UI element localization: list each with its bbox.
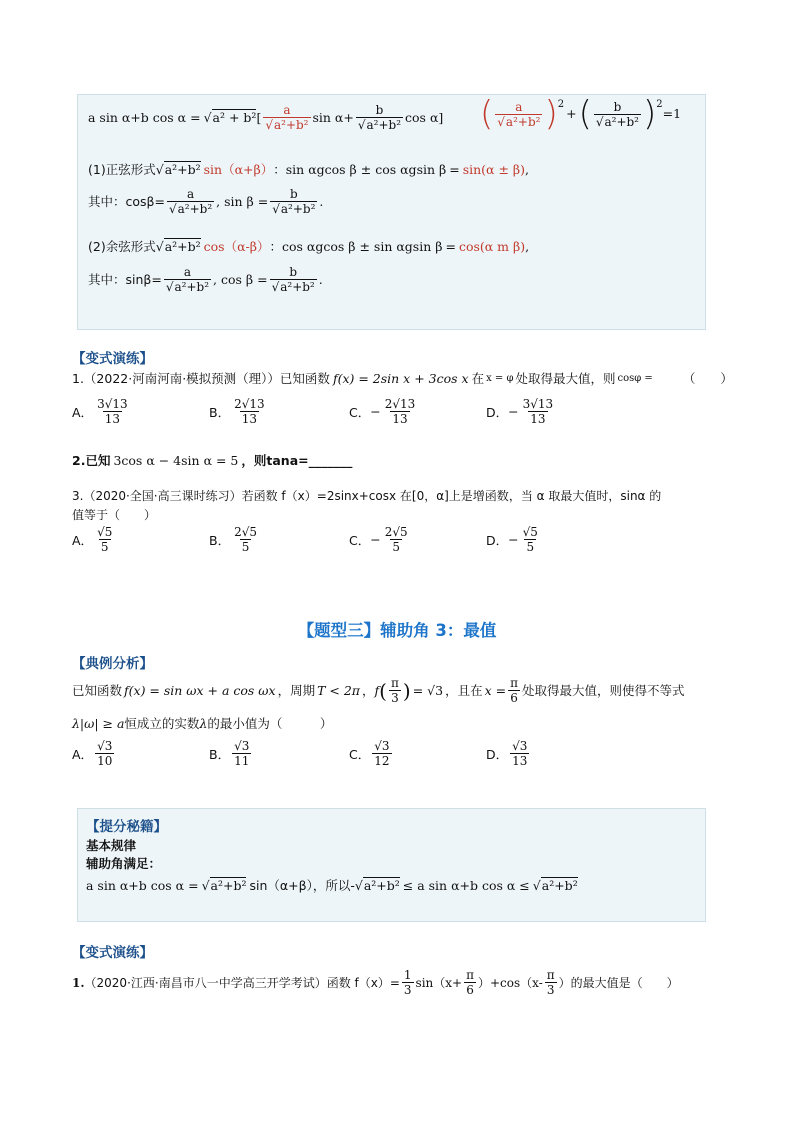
tips-sqrt-2: a²+b²: [363, 878, 400, 893]
colon: ：: [273, 161, 286, 177]
frac-num: √3: [234, 739, 250, 753]
cosine-form-sqrt: a²+b²: [164, 239, 201, 254]
frac-den: 10: [97, 754, 113, 768]
cosine-result: cos(α m β): [458, 238, 526, 254]
frac-num: π: [510, 676, 518, 690]
aux-angle-formula: a sin α+b cos α = √ a² + b² [ $\frac{a}{\text{√a²+b²}}$ sin α+ $\frac{b}{\text{√a²+b²}}$ cos α]: [88, 103, 444, 132]
frac-sq-a: $\frac{a}{\text{√a²+b²}}$: [497, 99, 541, 129]
frac-den: 3: [546, 983, 555, 997]
example-question-line-2: [72, 716, 332, 732]
frac-den: a²+b²: [177, 202, 213, 216]
where-cos-beta: 其中：cosβ=: [88, 193, 165, 209]
equals-one: =1: [662, 106, 682, 121]
q2-prefix: 2.已知: [72, 453, 111, 468]
ex-root3: = √3: [412, 682, 444, 698]
question-4: [72, 968, 679, 997]
option-sign: −: [370, 404, 381, 419]
frac-den: 13: [241, 412, 257, 426]
ex-text-3: ，: [362, 682, 375, 698]
example-question-line-1: 已知函数 f(x) = sin ωx + a cos ωx ，周期 T < 2π ， f ( $\frac{\pi}{3}$ ) = √3 ，且在 x = $\frac{\pi}{6}$ 处取得最大值，则使得不等式: [72, 676, 685, 705]
ex-text-5: 处取得最大值，则使得不等式: [521, 682, 685, 698]
tips-sqrt-3: a²+b²: [541, 878, 578, 893]
cosine-form-line: (2)余弦形式 √ a²+b² cos（α-β） ： cos αgcos β ± sin αgsin β = cos(α m β) ,: [88, 238, 530, 254]
formula-tail: cos α]: [405, 109, 444, 125]
square-1: 2: [557, 99, 565, 110]
period: .: [318, 271, 323, 287]
ex-period: T < 2π: [317, 682, 361, 698]
q4-pi-6: [464, 968, 476, 997]
sine-form-line: (1)正弦形式 √ a²+b² sin（α+β） ： sin αgcos β ± cos αgsin β = sin(α ± β) ,: [88, 161, 530, 177]
frac-num: 2√5: [234, 525, 257, 539]
frac-sin-beta: $\frac{a}{\text{√a²+b²}}$: [165, 265, 210, 294]
section-title: 【题型三】辅助角 3：最值: [297, 621, 497, 640]
q3-option-d[interactable]: [486, 525, 542, 554]
q4-stem: （2020·江西·南昌市八一中学高三开学考试）函数 f（x）=: [84, 975, 400, 990]
q1-answer-blank: （ ）: [682, 371, 733, 386]
option-frac: [95, 525, 114, 554]
frac-a-den: a²+b²: [273, 118, 309, 132]
option-label: D．: [486, 404, 509, 420]
frac-den: 13: [530, 412, 546, 426]
frac-sq-a-num: a: [515, 99, 523, 114]
option-label: C．: [349, 746, 371, 762]
frac-num: b: [289, 265, 297, 279]
option-frac: [95, 397, 130, 426]
comma: ,: [525, 161, 530, 177]
sine-expansion: sin αgcos β ± cos αgsin β: [285, 161, 447, 177]
tips-line-1: 基本规律: [86, 838, 137, 853]
tips-sqrt-1: a²+b²: [210, 878, 247, 893]
ex-option-b[interactable]: [209, 739, 253, 768]
q1-option-b[interactable]: [209, 397, 269, 426]
option-label: D．: [486, 532, 509, 548]
frac-num: π: [546, 968, 555, 982]
frac-den: 5: [100, 540, 109, 554]
frac-cos-beta: $\frac{a}{\text{√a²+b²}}$: [168, 187, 213, 216]
frac-den: 3: [403, 983, 412, 997]
practice-heading-1: 【变式演练】: [72, 351, 153, 367]
comma: ,: [525, 238, 530, 254]
q4-cos: ）+cos（x-: [478, 975, 543, 990]
q1-text-max: 处取得最大值，则: [515, 371, 616, 386]
tips-heading: 【提分秘籍】: [86, 819, 167, 835]
ex-lambda: λ: [199, 716, 208, 731]
frac-sq-b-num: b: [613, 99, 622, 114]
frac-sq-b: $\frac{b}{\text{√a²+b²}}$: [595, 99, 639, 129]
option-frac: [383, 525, 410, 554]
frac-num: √3: [512, 739, 528, 753]
ex-pi-over-3: [389, 676, 401, 705]
q1-options: [72, 397, 632, 433]
tips-formula: a sin α+b cos α = √ a²+b² sin（α+β），所以- √ a²+b² ≤ a sin α+b cos α ≤ √ a²+b²: [86, 877, 578, 893]
frac-den: 12: [374, 754, 390, 768]
frac-den: 5: [392, 540, 400, 554]
sqrt-expr: a² + b²: [212, 110, 257, 125]
identity-formula: ( $\frac{a}{\text{√a²+b²}}$ ) $^2$ + ( $\frac{b}{\text{√a²+b²}}$ ) $^2$ =1: [480, 94, 682, 134]
q2-formula: 3cos α − 4sin α = 5: [113, 453, 239, 468]
frac-den: 13: [392, 412, 408, 426]
tips-lhs: a sin α+b cos α =: [86, 877, 199, 893]
tips-mid: sin（α+β），所以-: [249, 877, 355, 893]
sine-form-sqrt: a²+b²: [164, 162, 201, 177]
ex-text-2: ，周期: [277, 682, 316, 698]
frac-num: √5: [97, 525, 113, 539]
frac-num: a: [186, 187, 195, 201]
formula-box: [77, 94, 706, 330]
frac-num: √3: [97, 739, 113, 753]
sin-beta-label: , sin β =: [216, 193, 269, 209]
q1-option-a[interactable]: [72, 397, 132, 426]
tips-line-2: 辅助角满足：: [86, 856, 162, 871]
frac-num: π: [466, 968, 474, 982]
question-1: [72, 371, 733, 387]
frac-num: π: [390, 676, 399, 690]
question-2: [72, 453, 352, 469]
frac-den: 6: [466, 983, 474, 997]
q4-sin: sin（x+: [415, 975, 463, 990]
equals: =: [445, 238, 456, 254]
ex-f: f: [374, 682, 380, 698]
option-label: B．: [209, 532, 231, 548]
q3-option-b[interactable]: [209, 525, 261, 554]
frac-num: √3: [374, 739, 390, 753]
ex-text-1: 已知函数: [72, 682, 123, 698]
ex-text-7: 的最小值为（ ）: [207, 716, 333, 731]
q4-pi-3: [545, 968, 557, 997]
frac-den: 5: [241, 540, 250, 554]
option-label: A．: [72, 404, 94, 420]
ex-function: f(x) = sin ωx + a cos ωx: [124, 682, 276, 698]
option-frac: [232, 525, 259, 554]
q1-option-c[interactable]: [349, 397, 419, 426]
plus-sign: +: [566, 106, 577, 121]
practice-heading-2: 【变式演练】: [72, 945, 153, 961]
option-frac: [372, 739, 391, 768]
frac-num: 3√13: [97, 397, 128, 411]
colon: ：: [269, 238, 282, 254]
cosine-form-red: cos（α-β）: [203, 238, 270, 254]
frac-den: a²+b²: [174, 280, 210, 294]
ex-pi-over-6: [508, 676, 520, 705]
option-sign: −: [370, 532, 381, 547]
frac-b-den: a²+b²: [366, 118, 402, 132]
q1-cos-phi: cosφ =: [617, 373, 653, 384]
ex-text-4: ，且在: [445, 682, 483, 698]
q1-option-d[interactable]: [486, 397, 557, 426]
question-3: [72, 488, 661, 523]
q4-one-third: [402, 968, 414, 997]
ex-option-d[interactable]: [486, 739, 531, 768]
option-frac: [510, 739, 529, 768]
ex-text-6: 恒成立的实数: [124, 716, 200, 731]
cosine-where-line: [88, 265, 323, 294]
ex-option-a[interactable]: [72, 739, 116, 768]
frac-a-num: a: [283, 103, 291, 117]
option-label: A．: [72, 746, 94, 762]
option-sign: −: [508, 532, 519, 547]
frac-den: 13: [512, 754, 528, 768]
frac-den: 11: [234, 754, 250, 768]
q2-suffix: ，则tana=_______: [241, 453, 353, 468]
option-frac: [232, 397, 267, 426]
cos-beta-label: , cos β =: [213, 271, 268, 287]
frac-den: 5: [526, 540, 535, 554]
frac-num: 2√13: [384, 397, 416, 411]
formula-lhs: a sin α+b cos α =: [88, 109, 201, 125]
option-frac: [521, 397, 556, 426]
q1-stem: 1.（2022·河南河南·模拟预测（理））已知函数: [72, 371, 330, 386]
where-sin-beta: 其中：sinβ=: [88, 271, 162, 287]
option-frac: [383, 397, 418, 426]
q1-text-at: 在: [471, 371, 485, 386]
frac-num: 1: [403, 968, 412, 982]
q3-option-a[interactable]: [72, 525, 116, 554]
frac-num: √5: [522, 525, 538, 539]
frac-den: a²+b²: [280, 202, 316, 216]
frac-sin-beta: $\frac{b}{\text{√a²+b²}}$: [272, 187, 316, 216]
option-sign: −: [508, 404, 519, 419]
tips-mid-2: ≤ a sin α+b cos α ≤: [402, 877, 530, 893]
frac-num: b: [289, 187, 298, 201]
sine-form-red: sin（α+β）: [203, 161, 274, 177]
ex-x-eq: x =: [484, 682, 507, 698]
frac-a: $\frac{a}{\text{√a²+b²}}$: [265, 103, 309, 132]
frac-den: a²+b²: [280, 280, 315, 294]
example-heading: 【典例分析】: [72, 656, 153, 672]
ex-option-c[interactable]: [349, 739, 394, 768]
q3-line-2: 值等于（ ）: [72, 508, 157, 522]
frac-sq-b-den: a²+b²: [604, 114, 639, 129]
q3-options: [72, 525, 632, 561]
option-label: C．: [349, 404, 371, 420]
frac-sq-a-den: a²+b²: [505, 114, 541, 129]
q4-end: ）的最大值是（ ）: [558, 975, 679, 990]
frac-b: $\frac{b}{\text{√a²+b²}}$: [357, 103, 402, 132]
frac-cos-beta: $\frac{b}{\text{√a²+b²}}$: [271, 265, 315, 294]
period: .: [319, 193, 324, 209]
cosine-form-label: (2)余弦形式: [88, 238, 156, 254]
sine-form-label: (1)正弦形式: [88, 161, 156, 177]
frac-num: 3√13: [522, 397, 554, 411]
sine-result: sin(α ± β): [462, 161, 526, 177]
cosine-expansion: cos αgcos β ± sin αgsin β: [282, 238, 443, 254]
ex-inequality: λ|ω| ≥ a: [72, 716, 125, 731]
option-label: C．: [349, 532, 371, 548]
formula-mid: sin α+: [312, 109, 354, 125]
option-frac: [521, 525, 540, 554]
option-frac: [95, 739, 114, 768]
frac-den: 13: [104, 412, 120, 426]
q1-x-phi: x = φ: [486, 373, 514, 384]
q4-prefix: 1.: [72, 975, 85, 990]
frac-num: a: [183, 265, 192, 279]
example-options: [72, 739, 632, 775]
option-label: A．: [72, 532, 94, 548]
option-label: B．: [209, 404, 231, 420]
frac-b-num: b: [375, 103, 384, 117]
option-label: D．: [486, 746, 509, 762]
tips-box: [77, 808, 706, 922]
q3-line-1: 3.（2020·全国·高三课时练习）若函数 f（x）=2sinx+cosx 在[0，α]上是增函数，当 α 取最大值时，sinα 的: [72, 489, 662, 503]
sine-where-line: [88, 187, 323, 216]
option-label: B．: [209, 746, 231, 762]
frac-num: 2√5: [384, 525, 408, 539]
frac-den: 3: [391, 691, 399, 705]
q3-option-c[interactable]: [349, 525, 412, 554]
q1-formula: f(x) = 2sin x + 3cos x: [332, 371, 469, 386]
bracket-open: [: [256, 109, 262, 125]
frac-den: 6: [510, 691, 518, 705]
frac-num: 2√13: [234, 397, 265, 411]
equals: =: [449, 161, 460, 177]
option-frac: [232, 739, 251, 768]
